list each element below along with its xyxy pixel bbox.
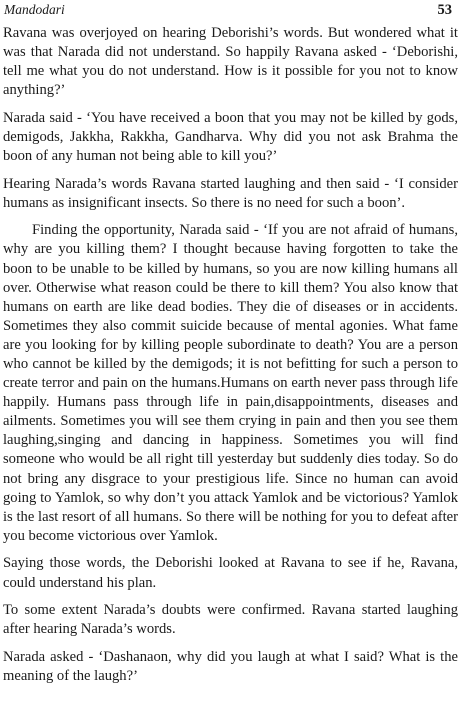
paragraph: Hearing Narada’s words Ravana started laughing and then said - ‘I consider humans as insignificant insects. So there is no need for such a boon’. xyxy=(3,175,458,211)
paragraph: To some extent Narada’s doubts were confirmed. Ravana started laughing after hearing Narada’s words. xyxy=(3,602,458,638)
paragraph: Saying those words, the Deborishi looked at Ravana to see if he, Ravana, could understand his plan. xyxy=(3,555,458,591)
paragraph: Narada asked - ‘Dashanaon, why did you laugh at what I said? What is the meaning of the laugh?’ xyxy=(3,648,458,684)
page-number: 53 xyxy=(437,2,452,18)
paragraph: Narada said - ‘You have received a boon that you may not be killed by gods, demigods, Jakkha, Rakkha, Gandharva. Why did you not ask Brahma the boon of any human not being able to kill you?’ xyxy=(3,109,458,165)
body-text xyxy=(3,24,458,686)
page-header xyxy=(3,0,458,24)
running-title: Mandodari xyxy=(4,2,65,17)
paragraph: Finding the opportunity, Narada said - ‘If you are not afraid of humans, why are you killing them? I thought because having forgotten to take the boon to be unable to be killed by humans, so you are now killing humans all over. Otherwise what reason could be there to kill them? You also know that humans on earth are like dead bodies. They die of diseases or in accidents. Sometimes they also commit suicide because of mental agonies. What fame are you looking for by killing people subordinate to death? You are a person who cannot be killed by the demigods; it is not befitting for such a person to create terror and pain on the humans.Humans on earth never pass through life happily. Humans pass through life in pain,disappointments, diseases and ailments. Sometimes you will see them crying in pain and then you see them laughing,singing and dancing in happiness. Sometimes you will find someone who would be all right till yesterday but suddenly dies today. So do not bring any disgrace to your prestigious life. Since no human can avoid going to Yamlok, so why don’t you attack Yamlok and be victorious? Yamlok is the last resort of all humans. So there will be nothing for you to defeat after you become victorious over Yamlok. xyxy=(3,222,458,544)
paragraph: Ravana was overjoyed on hearing Deborishi’s words. But wondered what it was that Narada did not understand. So happily Ravana asked - ‘Deborishi, tell me what you do not understand. How is it possible for you not to know anything?’ xyxy=(3,25,458,99)
